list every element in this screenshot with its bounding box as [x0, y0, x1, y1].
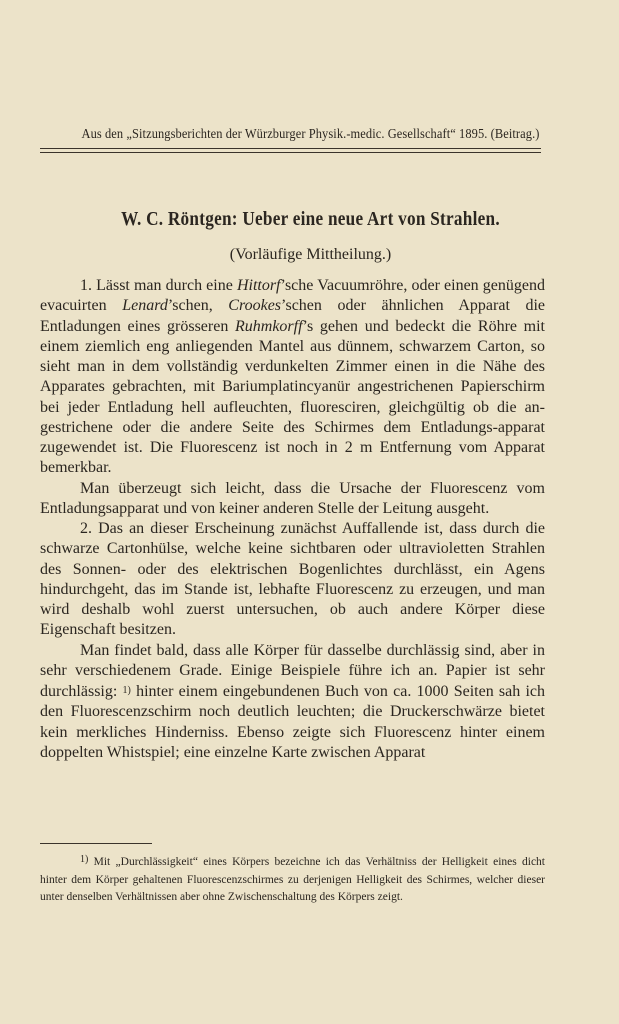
paragraph-4 [40, 641, 545, 764]
article-body [40, 276, 545, 763]
journal-header: Aus den „Sitzungsberichten der Würzburger Physik.-medic. Gesellschaft“ 1895. (Beitrag.) [81, 126, 540, 141]
name-crookes: Crookes [228, 297, 282, 315]
paragraph-2: Man überzeugt sich leicht, dass die Ursache der Fluorescenz vom Entladungsapparat und von keiner anderen Stelle der Leitung ausgeht. [40, 479, 545, 517]
footnote-reference: 1) [122, 685, 131, 696]
footnote-text: Mit „Durchlässigkeit“ eines Körpers bezeichne ich das Verhältniss der Helligkeit eines dicht hinter dem Körper gehaltenen Fluorescenzschirmes zu derjenigen Helligkeit des Schirmes, welcher dieser unter denselben Verhältnissen aber ohne Zwischenschaltung des Körpers zeigt. [40, 856, 545, 903]
footnote [40, 851, 545, 907]
footnote-rule [40, 843, 152, 844]
p1-text-b: ’sche Vacuumröhre, oder einen genügend evacuirten [40, 277, 545, 315]
p4-text-a: Man findet bald, dass alle Körper für dasselbe durchlässig sind, aber in sehr verschiedenem Grade. Einige Beispiele führe ich an. Papier ist sehr durchlässig: [40, 641, 545, 700]
header-rule-top [40, 148, 541, 149]
p1-text-d: ’schen oder ähnlichen Apparat die Entladungen eines grösseren [40, 297, 546, 335]
p4-text-b: hinter einem eingebundenen Buch von ca. 1000 Seiten sah ich den Fluorescenzschirm noch deutlich leuchten; die Druckerschwärze bietet kein merkliches Hinderniss. Ebenso zeigte sich Fluorescenz hinter einem doppelten Whistspiel; eine einzelne Karte zwischen Apparat [40, 683, 546, 761]
paragraph-3: 2. Das an dieser Erscheinung zunächst Auffallende ist, dass durch die schwarze Cartonhülse, welche keine sichtbaren oder ultravioletten Strahlen des Sonnen- oder des elektrischen Bogenlichtes durchlässt, ein Agens hindurchgeht, das im Stande ist, lebhafte Fluorescenz zu erzeugen, und man wird deshalb wohl zuerst untersuchen, ob auch andere Körper diese Eigenschaft besitzen. [40, 520, 545, 639]
name-ruhmkorff: Ruhmkorff [234, 317, 303, 335]
footnote-marker: 1) [80, 854, 89, 865]
paragraph-1 [40, 276, 545, 479]
name-hittorf: Hittorf [236, 277, 281, 294]
p1-text-a: 1. Lässt man durch eine [80, 277, 237, 294]
article-subtitle: (Vorläufige Mittheilung.) [229, 246, 392, 263]
p1-text-e: ’s gehen und bedeckt die Röhre mit einem ziemlich eng anliegenden Mantel aus dünnem, schwarzem Carton, so sieht man in dem vollständig verdunkelten Zimmer einen in die Nähe des Apparates gebrachten, mit Bariumplatincyanür angestrichenen Papierschirm bei jeder Entladung hell aufleuchten, fluoresciren, gleichgültig ob die an-gestrichene oder die andere Seite des Schirmes dem Entladungs-apparat zugewendet ist. Die Fluorescenz ist noch in 2 m Entfernung vom Apparat bemerkbar. [40, 317, 545, 477]
footnote-paragraph [40, 851, 545, 907]
name-lenard: Lenard [122, 297, 168, 315]
header-rule-bottom [40, 152, 541, 153]
p1-text-c: ’schen, [167, 297, 229, 315]
article-title: W. C. Röntgen: Ueber eine neue Art von Strahlen. [121, 208, 500, 230]
